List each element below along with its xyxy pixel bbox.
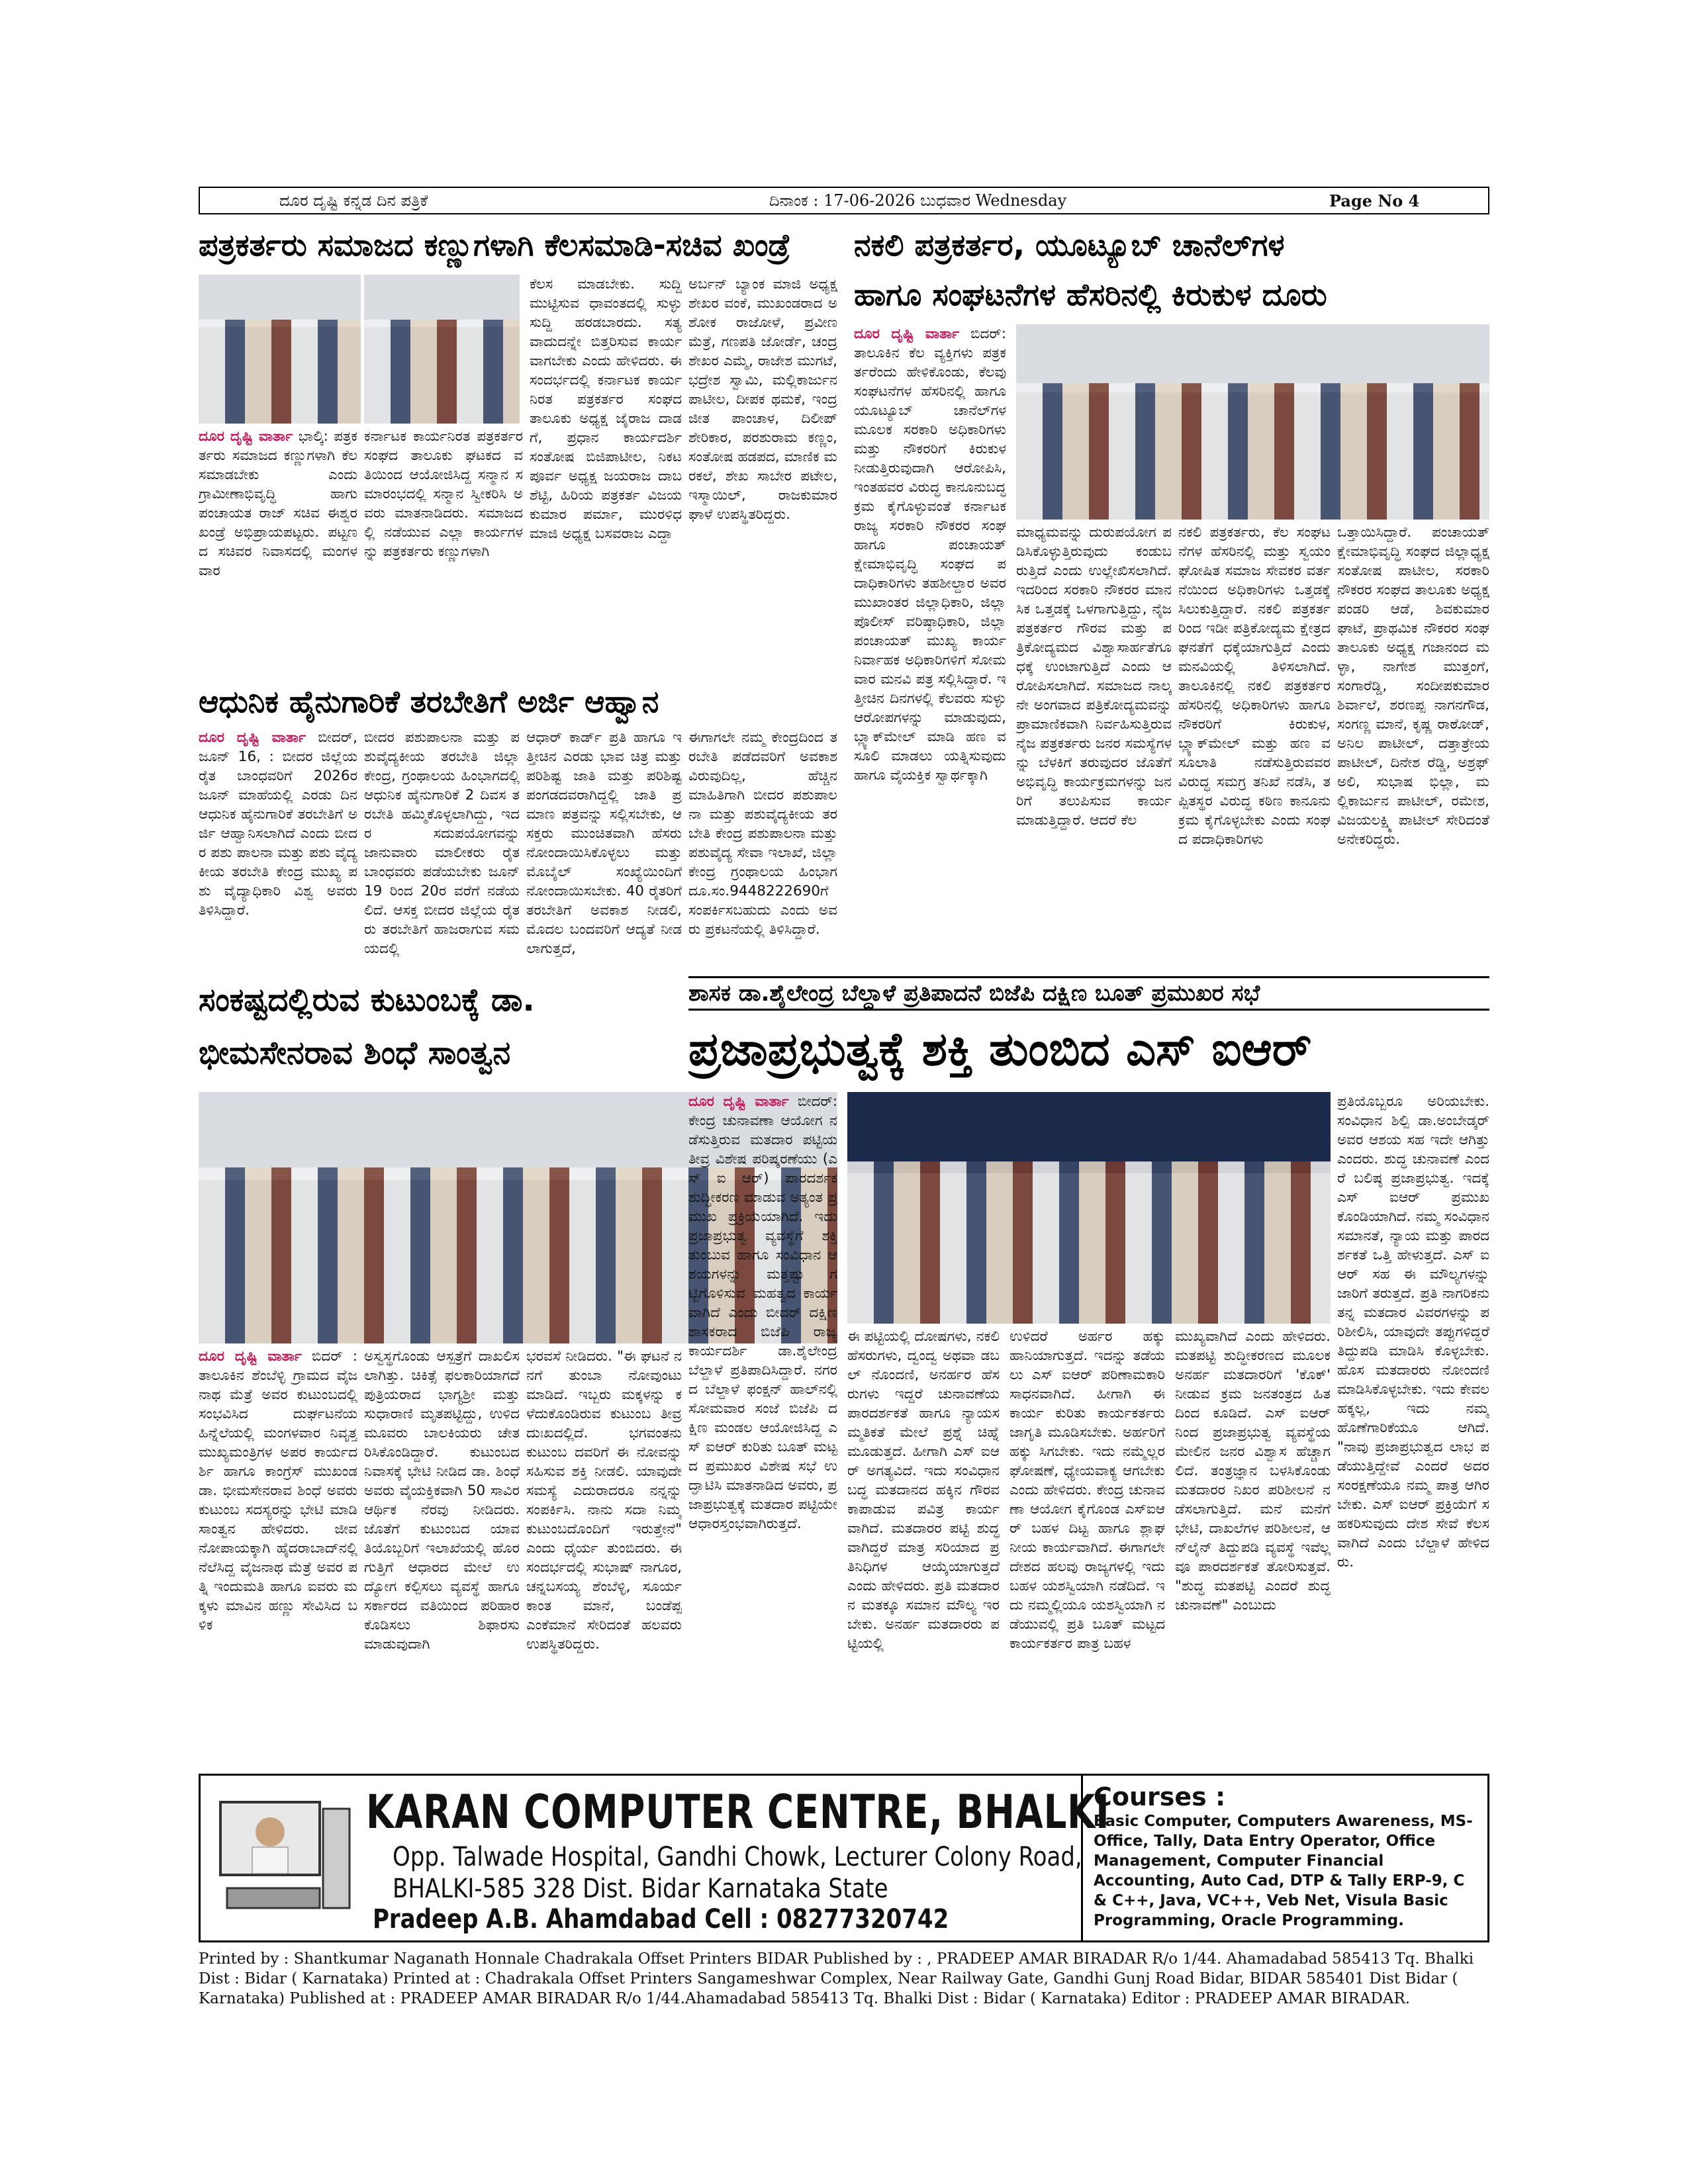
article5-byline: ದೂರ ದೃಷ್ಟಿ ವಾರ್ತಾ xyxy=(688,1093,789,1110)
article2-byline: ದೂರ ದೃಷ್ಟಿ ವಾರ್ತಾ xyxy=(854,326,960,342)
article1-col2: ಕರ್ನಾಟಕ ಕಾರ್ಯನಿರತ ಪತ್ರಕರ್ತರ ಸಂಘದ ತಾಲೂಕು ಘಟಕದ ವತಿಯಿಂದ ಆಯೋಜಿಸಿದ್ದ ಸನ್ಮಾನ ಸಮಾರಂಭದಲ್ಲಿ ಸನ್ಮಾನ ಸ್ವೀಕರಿಸಿ ಅವರು ಮಾತನಾಡಿದರು. ಸಮಾಜದಲ್ಲಿ ನಡೆಯುವ ಎಲ್ಲಾ ಕಾರ್ಯಗಳನ್ನು ಪತ್ರಕರ್ತರು ಕಣ್ಣುಗಳಾಗಿ xyxy=(364,428,523,560)
article3-col3: ಆಧಾರ್ ಕಾರ್ಡ್ ಪ್ರತಿ ಹಾಗೂ ಇತ್ತೀಚಿನ ಎರಡು ಭಾವ ಚಿತ್ರ ಮತ್ತು ಪರಿಶಿಷ್ಟ ಜಾತಿ ಮತ್ತು ಪರಿಶಿಷ್ಟ ಪಂಗಡದವರಾಗಿದ್ದಲ್ಲಿ ಜಾತಿ ಪ್ರಮಾಣ ಪತ್ರವನ್ನು ಸಲ್ಲಿಸಬೇಕು, ಆಸಕ್ತರು ಮುಂಚಿತವಾಗಿ ಹೆಸರು ನೋಂದಾಯಿಸಿಕೊಳ್ಳಲು ಮತ್ತು ಮೊಬೈಲ್ ಸಂಖ್ಯೆಯಿಂದಿಗೆ ನೋಂದಾಯಿಸಬೇಕು. 40 ರೈತರಿಗೆ ತರಬೇತಿಗೆ ಅವಕಾಶ ನೀಡಲಿ, ಮೊದಲ ಬಂದವರಿಗೆ ಆದ್ಯತೆ ನೀಡಲಾಗುತ್ತದೆ, xyxy=(526,729,682,957)
article2-photo xyxy=(1016,324,1489,520)
article3-headline: ಆಧುನಿಕ ಹೈನುಗಾರಿಕೆ ತರಬೇತಿಗೆ ಅರ್ಜಿ ಆಹ್ವಾನ xyxy=(199,684,659,719)
article4-headline-line2: ಭೀಮಸೇನರಾವ ಶಿಂಧೆ ಸಾಂತ್ವನ xyxy=(199,1034,511,1071)
advertisement xyxy=(199,1774,1489,1942)
masthead xyxy=(199,187,1489,214)
ad-contact: Pradeep A.B. Ahamdabad Cell : 08277320742 xyxy=(373,1904,949,1934)
article2-col3: ನಕಲಿ ಪತ್ರಕರ್ತರು, ಕೆಲ ಸಂಘಟನೆಗಳ ಹೆಸರಿನಲ್ಲಿ ಮತ್ತು ಸ್ವಯಂ ಘೋಷಿತ ಸಮಾಜ ಸೇವಕರ ವರ್ತನೆಯಿಂದ ಅಧಿಕಾರಿಗಳು ಒತ್ತಡಕ್ಕೆ ಸಿಲುಕುತ್ತಿದ್ದಾರೆ. ನಕಲಿ ಪತ್ರಕರ್ತರಿಂದ ಇಡೀ ಪತ್ರಿಕೋದ್ಯಮ ಕ್ಷೇತ್ರದ ಘನತೆಗೆ ಧಕ್ಕೆಯಾಗುತ್ತಿದೆ ಎಂದು ಮನವಿಯಲ್ಲಿ ತಿಳಿಸಲಾಗಿದೆ. ತಾಲೂಕಿನಲ್ಲಿ ನಕಲಿ ಪತ್ರಕರ್ತರ ಹೆಸರಿನಲ್ಲಿ ಅಧಿಕಾರಿಗಳು ಹಾಗೂ ನೌಕರರಿಗೆ ಕಿರುಕುಳ, ಬ್ಲ್ಯಾಕ್‌ಮೇಲ್ ಮತ್ತು ಹಣ ವಸೂಲಾತಿ ನಡೆಸುತ್ತಿರುವವರ ವಿರುದ್ಧ ಸಮಗ್ರ ತನಿಖೆ ನಡೆಸಿ, ತಪ್ಪಿತಸ್ಥರ ವಿರುದ್ಧ ಕಠಿಣ ಕಾನೂನು ಕ್ರಮ ಕೈಗೊಳ್ಳಬೇಕು ಎಂದು ಸಂಘದ ಪದಾಧಿಕಾರಿಗಳು xyxy=(1178,524,1331,848)
article1-byline: ದೂರ ದೃಷ್ಟಿ ವಾರ್ತಾ xyxy=(199,428,293,445)
article5-col1: ದೂರ ದೃಷ್ಟಿ ವಾರ್ತಾ ಬೀದರ್: ಕೇಂದ್ರ ಚುನಾವಣಾ ಆಯೋಗ ನಡೆಸುತ್ತಿರುವ ಮತದಾರ ಪಟ್ಟಿಯ ತೀವ್ರ ವಿಶೇಷ ಪರಿಷ್ಕರಣೆಯು (ಎಸ್ ಐ ಆರ್) ಪಾರದರ್ಶಕ ಶುದ್ಧೀಕರಣ ಮಾಡುವ ಅತ್ಯಂತ ಪ್ರಮುಖ ಪ್ರಕ್ರಿಯೆಯಾಗಿದೆ. ಇದು ಪ್ರಜಾಪ್ರಭುತ್ವ ವ್ಯವಸ್ಥೆಗೆ ಶಕ್ತಿ ತುಂಬುವ ಹಾಗೂ ಸಂವಿಧಾನ ಆಶಯಗಳನ್ನು ಮತ್ತಷ್ಟು ಗಟ್ಟಿಗೊಳಿಸುವ ಮಹತ್ವದ ಕಾರ್ಯವಾಗಿದೆ ಎಂದು ಬೀದರ್ ದಕ್ಷಿಣ ಶಾಸಕರಾದ ಬಿಜೆಪಿ ರಾಜ್ಯ ಕಾರ್ಯದರ್ಶಿ ಡಾ.ಶೈಲೇಂದ್ರ ಬೆಲ್ದಾಳೆ ಪ್ರತಿಪಾದಿಸಿದ್ದಾರೆ. ನಗರದ ಬೆಲ್ದಾಳೆ ಫಂಕ್ಷನ್ ಹಾಲ್‌ನಲ್ಲಿ ಸೋಮವಾರ ಸಂಜೆ ಬಿಜೆಪಿ ದಕ್ಷಿಣ ಮಂಡಲ ಆಯೋಜಿಸಿದ್ದ ಎಸ್ ಐಆರ್ ಕುರಿತು ಬೂತ್ ಮಟ್ಟದ ಪ್ರಮುಖರ ವಿಶೇಷ ಸಭೆ ಉದ್ಘಾಟಿಸಿ ಮಾತನಾಡಿದ ಅವರು, ಪ್ರಜಾಪ್ರಭುತ್ವಕ್ಕೆ ಮತದಾರ ಪಟ್ಟಿಯೇ ಆಧಾರಸ್ತಂಭವಾಗಿರುತ್ತದೆ. xyxy=(688,1093,837,1532)
article5-photo xyxy=(847,1092,1331,1324)
imprint-line: Printed by : Shantkumar Naganath Honnale Chadrakala Offset Printers BIDAR Published by : , PRADEEP AMAR BIRADAR R/o 1/44. Ahamadabad 585413 Tq. Bhalki Dist : Bidar ( Karnataka) Printed at : Chadrakala Offset Printers Sangameshwar Complex, Near Railway Gate, Gandhi Gunj Road Bidar, BIDAR 585401 Dist Bidar ( Karnataka) Published at : PRADEEP AMAR BIRADAR R/o 1/44.Ahamadabad 585413 Tq. Bhalki Dist : Bidar ( Karnataka) Editor : PRADEEP AMAR BIRADAR. xyxy=(199,1950,1474,2007)
article3-col1: ದೂರ ದೃಷ್ಟಿ ವಾರ್ತಾ ಬೀದರ್, ಜೂನ್ 16, : ಬೀದರ ಜಿಲ್ಲೆಯ ರೈತ ಬಾಂಧವರಿಗೆ 2026ರ ಜೂನ್ ಮಾಹೆಯಲ್ಲಿ ಎರಡು ದಿನ ಆಧುನಿಕ ಹೈನುಗಾರಿಕೆ ತರಬೇತಿಗೆ ಅರ್ಜಿ ಆಹ್ವಾನಿಸಲಾಗಿದೆ ಎಂದು ಬೀದರ ಪಶು ಪಾಲನಾ ಮತ್ತು ಪಶು ವೈದ್ಯಕೀಯ ತರಬೇತಿ ಕೇಂದ್ರ ಮುಖ್ಯ ಪಶು ವೈದ್ಯಾಧಿಕಾರಿ ವಿಶ್ವ ಅವರು ತಿಳಿಸಿದ್ದಾರೆ. xyxy=(199,729,357,919)
kicker-rule-bottom xyxy=(688,1009,1489,1011)
page-number: Page No 4 xyxy=(1329,191,1420,210)
article4-col1: ದೂರ ದೃಷ್ಟಿ ವಾರ್ತಾ ಬಿದರ್ : ತಾಲೂಕಿನ ಶೆಂಬೆಳ್ಳಿ ಗ್ರಾಮದ ವೈಜನಾಥ ಮೆತ್ರೆ ಅವರ ಕುಟುಂಬದಲ್ಲಿ ಸಂಭವಿಸಿದ ದುರ್ಘಟನೆಯ ಹಿನ್ನೆಲೆಯಲ್ಲಿ ಮಂಗಳವಾರ ನಿವೃತ್ತ ಮುಖ್ಯಮಂತ್ರಿಗಳ ಅಪರ ಕಾರ್ಯದರ್ಶಿ ಹಾಗೂ ಕಾಂಗ್ರೆಸ್ ಮುಖಂಡ ಡಾ. ಭೀಮಸೇನರಾವ ಶಿಂಧೆ ಅವರು ಕುಟುಂಬ ಸದಸ್ಯರನ್ನು ಭೇಟಿ ಮಾಡಿ ಸಾಂತ್ವನ ಹೇಳಿದರು. ಜೀವನೋಪಾಯಕ್ಕಾಗಿ ಹೈದರಾಬಾದ್‌ನಲ್ಲಿ ನೆಲೆಸಿದ್ದ ವೈಜನಾಥ ಮೆತ್ರೆ ಅವರ ಪತ್ನಿ ಇಂದುಮತಿ ಹಾಗೂ ಐವರು ಮಕ್ಕಳು ಮಾವಿನ ಹಣ್ಣು ಸೇವಿಸಿದ ಬಳಿಕ xyxy=(199,1348,357,1633)
article1-col1: ದೂರ ದೃಷ್ಟಿ ವಾರ್ತಾ ಭಾಲ್ಕಿ: ಪತ್ರಕರ್ತರು ಸಮಾಜದ ಕಣ್ಣುಗಳಾಗಿ ಕೆಲಸಮಾಡಬೇಕು ಎಂದು ಗ್ರಾಮೀಣಾಭಿವೃದ್ಧಿ ಹಾಗು ಪಂಚಾಯತ ರಾಜ್ ಸಚಿವ ಈಶ್ವರ ಖಂಡ್ರೆ ಅಭಿಪ್ರಾಯಪಟ್ಟರು. ಪಟ್ಟಣದ ಸಚಿವರ ನಿವಾಸದಲ್ಲಿ ಮಂಗಳವಾರ xyxy=(199,428,357,579)
article1-photo-right xyxy=(364,275,520,424)
article2-headline-line2: ಹಾಗೂ ಸಂಘಟನೆಗಳ ಹೆಸರಿನಲ್ಲಿ ಕಿರುಕುಳ ದೂರು xyxy=(854,277,1327,312)
article1-headline: ಪತ್ರಕರ್ತರು ಸಮಾಜದ ಕಣ್ಣುಗಳಾಗಿ ಕೆಲಸಮಾಡಿ-ಸಚಿವ ಖಂಡ್ರೆ xyxy=(199,227,790,263)
article2-headline-line1: ನಕಲಿ ಪತ್ರಕರ್ತರ, ಯೂಟ್ಯೂಬ್ ಚಾನೆಲ್‌ಗಳ xyxy=(854,227,1285,263)
article4-byline: ದೂರ ದೃಷ್ಟಿ ವಾರ್ತಾ xyxy=(199,1348,302,1365)
ad-address2: BHALKI-585 328 Dist. Bidar Karnataka State xyxy=(393,1874,888,1904)
article1-col4: ಅರ್ಬನ್ ಬ್ಯಾಂಕ ಮಾಜಿ ಅಧ್ಯಕ್ಷ ಶೇಖರ ವಂಕೆ, ಮುಖಂಡರಾದ ಅಶೋಕ ರಾಜೋಳೆ, ಪ್ರವೀಣ ಮೆತ್ರೆ, ಗಣಪತಿ ಜೋರ್ಡೆ, ಚಂದ್ರಶೇಖರ ಎಮ್ಮೆ, ರಾಜೇಶ ಮುಗಟೆ, ಭದ್ರೇಶ ಸ್ವಾಮಿ, ಮಲ್ಲಿಕಾರ್ಜುನ ಪಾಟೀಲ, ದೀಪಕ ಥಮಕೆ, ಇಂದ್ರಜೀತ ಪಾಂಚಾಳ, ದಿಲೀಪ್ ಶೇರಿಕಾರ, ಪರಶುರಾಮ ಕಣ್ಣಂ, ಸಂತೋಷ ಹಡಪದ, ಮಾಣಿಕ ಮರಕಲೆ, ಶೇಖ ಸಾಬೇರ ಪಟೇಲ, ಇಸ್ಮಾಯಿಲ್, ರಾಜಕುಮಾರ ಘಾಳೆ ಉಪಸ್ಥಿತರಿದ್ದರು. xyxy=(688,276,837,523)
article2-col1: ದೂರ ದೃಷ್ಟಿ ವಾರ್ತಾ ಬಿದರ್: ತಾಲೂಕಿನ ಕೆಲ ವ್ಯಕ್ತಿಗಳು ಪತ್ರಕರ್ತರೆಂದು ಹೇಳಿಕೊಂಡು, ಕೆಲವು ಸಂಘಟನೆಗಳ ಹೆಸರಿನಲ್ಲಿ ಹಾಗೂ ಯೂಟ್ಯೂಬ್ ಚಾನೆಲ್‌ಗಳ ಮೂಲಕ ಸರಕಾರಿ ಅಧಿಕಾರಿಗಳು ಮತ್ತು ನೌಕರರಿಗೆ ಕಿರುಕುಳ ನೀಡುತ್ತಿರುವುದಾಗಿ ಆರೋಪಿಸಿ, ಇಂತಹವರ ವಿರುದ್ಧ ಕಾನೂನುಬದ್ಧ ಕ್ರಮ ಕೈಗೊಳ್ಳುವಂತೆ ಕರ್ನಾಟಕ ರಾಜ್ಯ ಸರಕಾರಿ ನೌಕರರ ಸಂಘ ಹಾಗೂ ಪಂಚಾಯತ್ ಕ್ಷೇಮಾಭಿವೃದ್ಧಿ ಸಂಘದ ಪದಾಧಿಕಾರಿಗಳು ತಹಶೀಲ್ದಾರ ಅವರ ಮುಖಾಂತರ ಜಿಲ್ಲಾಧಿಕಾರಿ, ಜಿಲ್ಲಾ ಪೊಲೀಸ್ ವರಿಷ್ಠಾಧಿಕಾರಿ, ಜಿಲ್ಲಾ ಪಂಚಾಯತ್ ಮುಖ್ಯ ಕಾರ್ಯ ನಿರ್ವಾಹಕ ಅಧಿಕಾರಿಗಳಿಗೆ ಸೋಮವಾರ ಮನವಿ ಪತ್ರ ಸಲ್ಲಿಸಿದ್ದಾರೆ. ಇತ್ತೀಚಿನ ದಿನಗಳಲ್ಲಿ ಕೆಲವರು ಸುಳ್ಳು ಆರೋಪಗಳನ್ನು ಮಾಡುವುದು, ಬ್ಲ್ಯಾಕ್‌ಮೇಲ್ ಮಾಡಿ ಹಣ ವಸೂಲಿ ಮಾಡಲು ಯತ್ನಿಸುವುದು ಹಾಗೂ ವೈಯಕ್ತಿಕ ಸ್ವಾರ್ಥಕ್ಕಾಗಿ xyxy=(854,326,1006,784)
article4-col3: ಭರವಸೆ ನೀಡಿದರು. "ಈ ಘಟನೆ ನನಗೆ ತುಂಬಾ ನೋವುಂಟು ಮಾಡಿದೆ. ಇಬ್ಬರು ಮಕ್ಕಳನ್ನು ಕಳೆದುಕೊಂಡಿರುವ ಕುಟುಂಬ ತೀವ್ರ ದುಃಖದಲ್ಲಿದೆ. ಭಗವಂತನು ಕುಟುಂಬ ದವರಿಗೆ ಈ ನೋವನ್ನು ಸಹಿಸುವ ಶಕ್ತಿ ನೀಡಲಿ. ಯಾವುದೇ ಸಮಸ್ಯೆ ಎದುರಾದರೂ ನನ್ನನ್ನು ಸಂಪರ್ಕಿಸಿ. ನಾನು ಸದಾ ನಿಮ್ಮ ಕುಟುಂಬದೊಂದಿಗೆ ಇರುತ್ತೇನೆ" ಎಂದು ಧೈರ್ಯ ತುಂಬಿದರು. ಈ ಸಂದರ್ಭದಲ್ಲಿ ಸುಭಾಷ್ ನಾಗೂರ, ಚನ್ನಬಸಯ್ಯ ಶೆಂಬೆಳ್ಳಿ, ಸೂರ್ಯಕಾಂತ ಮಾನೆ, ಬಂಡೆಪ್ಪ ಎಂಕೆಮಾನೆ ಸೇರಿದಂತೆ ಹಲವರು ಉಪಸ್ಥಿತರಿದ್ದರು. xyxy=(526,1348,682,1653)
article5-kicker: ಶಾಸಕ ಡಾ.ಶೈಲೇಂದ್ರ ಬೆಲ್ದಾಳೆ ಪ್ರತಿಪಾದನೆ ಬಿಜೆಪಿ ದಕ್ಷಿಣ ಬೂತ್ ಪ್ರಮುಖರ ಸಭೆ xyxy=(688,980,1260,1007)
ad-title: KARAN COMPUTER CENTRE, BHALKI xyxy=(366,1785,1110,1839)
article1-col3: ಕೆಲಸ ಮಾಡಬೇಕು. ಸುದ್ದಿ ಮುಟ್ಟಿಸುವ ಧಾವಂತದಲ್ಲಿ ಸುಳ್ಳು ಸುದ್ದಿ ಹರಡಬಾರದು. ಸತ್ಯವಾದುದನ್ನೇ ಬಿತ್ತರಿಸುವ ಕಾರ್ಯವಾಗಬೇಕು ಎಂದು ಹೇಳಿದರು. ಈ ಸಂದರ್ಭದಲ್ಲಿ ಕರ್ನಾಟಕ ಕಾರ್ಯನಿರತ ಪತ್ರಕರ್ತರ ಸಂಘದ ತಾಲೂಕು ಅಧ್ಯಕ್ಷ ಜೈರಾಜ ದಾಡಗೆ, ಪ್ರಧಾನ ಕಾರ್ಯದರ್ಶಿ ಸಂತೋಷ ಬಿಜಿಪಾಟೀಲ, ನಿಕಟ ಪೂರ್ವ ಅಧ್ಯಕ್ಷ ಜಯರಾಜ ದಾಬಶೆಟ್ಟಿ, ಹಿರಿಯ ಪತ್ರಕರ್ತ ವಿಜಯಕುಮಾರ ಪರ್ಮಾ, ಮುರಳಿಧ ಮಾಜಿ ಅಧ್ಯಕ್ಷ ಬಸವರಾಜ ಎದ್ದಾ xyxy=(530,276,682,542)
ad-courses-heading: Courses : xyxy=(1094,1782,1226,1811)
article2-col4: ಒತ್ತಾಯಿಸಿದ್ದಾರೆ. ಪಂಚಾಯತ್ ಕ್ಷೇಮಾಭಿವೃದ್ಧಿ ಸಂಘದ ಜಿಲ್ಲಾಧ್ಯಕ್ಷ ಸಂತೋಷ ಪಾಟೀಲ, ಸರಕಾರಿ ನೌಕರರ ಸಂಘದ ತಾಲೂಕು ಅಧ್ಯಕ್ಷ ಪಂಡರಿ ಆಡೆ, ಶಿವಕುಮಾರ ಘಾಟೆ, ಪ್ರಾಥಮಿಕ ನೌಕರರ ಸಂಘ ತಾಲೂಕು ಅಧ್ಯಕ್ಷ ಗಜಾನಂದ ಮಳ್ಳಾ, ನಾಗೇಶ ಮುತ್ತಂಗೆ, ಸಂಗಾರೆಡ್ಡಿ, ಸಂದೀಪಕುಮಾರ ಶಿರ್ವಾಲೆ, ಶರಣಪ್ಪ ನಾಗನಗೌಡ, ಸಂಗಣ್ಣ ಮಾನೆ, ಕೃಷ್ಣ ರಾಠೋಡ್, ಅನಿಲ ಪಾಟೀಲ್, ದತ್ತಾತ್ರೇಯ ಪಾಟೀಲ್, ದಿನೇಶ ರೆಡ್ಡಿ, ಅಶ್ರಫ್ ಅಲಿ, ಸುಭಾಷ ಭಿಲ್ಲಾ, ಮಲ್ಲಿಕಾರ್ಜುನ ಪಾಟೀಲ್, ರಮೇಶ, ವಿಜಯಲಕ್ಷ್ಮಿ ಪಾಟೀಲ್ ಸೇರಿದಂತೆ ಅನೇಕರಿದ್ದರು. xyxy=(1337,524,1489,848)
article2-col2: ಮಾಧ್ಯಮವನ್ನು ದುರುಪಯೋಗ ಪಡಿಸಿಕೊಳ್ಳುತ್ತಿರುವುದು ಕಂಡುಬರುತ್ತಿದೆ ಎಂದು ಉಲ್ಲೇಖಿಸಲಾಗಿದೆ. ಇದರಿಂದ ಸರಕಾರಿ ನೌಕರರ ಮಾನಸಿಕ ಒತ್ತಡಕ್ಕೆ ಒಳಗಾಗುತ್ತಿದ್ದು, ನೈಜ ಪತ್ರಕರ್ತರ ಗೌರವ ಮತ್ತು ಪತ್ರಿಕೋದ್ಯಮದ ವಿಶ್ವಾಸಾರ್ಹತೆಗೂ ಧಕ್ಕೆ ಉಂಟಾಗುತ್ತಿದೆ ಎಂದು ಆರೋಪಿಸಲಾಗಿದೆ. ಸಮಾಜದ ನಾಲ್ಕನೇ ಅಂಗವಾದ ಪತ್ರಿಕೋದ್ಯಮವನ್ನು ಪ್ರಾಮಾಣಿಕವಾಗಿ ನಿರ್ವಹಿಸುತ್ತಿರುವ ನೈಜ ಪತ್ರಕರ್ತರು ಜನರ ಸಮಸ್ಯೆಗಳನ್ನು ಬೆಳಕಿಗೆ ತರುವುದರ ಜೊತೆಗೆ ಅಭಿವೃದ್ಧಿ ಕಾರ್ಯಕ್ರಮಗಳನ್ನು ಜನರಿಗೆ ತಲುಪಿಸುವ ಕಾರ್ಯ ಮಾಡುತ್ತಿದ್ದಾರೆ. ಆದರೆ ಕೆಲ xyxy=(1016,524,1172,829)
ad-address1: Opp. Talwade Hospital, Gandhi Chowk, Lecturer Colony Road, xyxy=(393,1842,1082,1872)
computer-icon xyxy=(214,1796,353,1921)
paper-name: ದೂರ ದೃಷ್ಟಿ ಕನ್ನಡ ದಿನ ಪತ್ರಿಕೆ xyxy=(279,191,428,210)
ad-courses xyxy=(1081,1776,1491,1940)
issue-date: ದಿನಾಂಕ : 17-06-2026 ಬುಧವಾರ Wednesday xyxy=(769,191,1067,210)
article3-col2: ಬೀದರ ಪಶುಪಾಲನಾ ಮತ್ತು ಪಶುವೈದ್ಯಕೀಯ ತರಬೇತಿ ಜಿಲ್ಲಾ ಕೇಂದ್ರ, ಗ್ರಂಥಾಲಯ ಹಿಂಭಾಗದಲ್ಲಿ ಆಧುನಿಕ ಹೈನುಗಾರಿಕೆ 2 ದಿವಸ ತರಬೇತಿ ಹಮ್ಮಿಕೊಳ್ಳಲಾಗಿದ್ದು, ಇದರ ಸದುಪಯೋಗವನ್ನು ಜಾನುವಾರು ಮಾಲೀಕರು ರೈತ ಬಾಂಧವರು ಪಡೆಯಬೇಕು ಜೂನ್ 19 ರಿಂದ 20ರ ವರೆಗೆ ನಡೆಯಲಿದೆ. ಆಸಕ್ತ ಬೀದರ ಜಿಲ್ಲೆಯ ರೈತರು ತರಬೇತಿಗೆ ಹಾಜರಾಗುವ ಸಮಯದಲ್ಲಿ xyxy=(364,729,520,957)
article1-photo xyxy=(199,275,361,424)
article3-byline: ದೂರ ದೃಷ್ಟಿ ವಾರ್ತಾ xyxy=(199,729,306,746)
ad-courses-list: Basic Computer, Computers Awareness, MS-Office, Tally, Data Entry Operator, Office Management, Computer Financial Accounting, Auto Cad, DTP & Tally ERP-9, C & C++, Java, VC++, Veb Net, Visula Basic Programming, Oracle Programming. xyxy=(1094,1813,1473,1929)
article5-col2: ಈ ಪಟ್ಟಿಯಲ್ಲಿ ದೋಷಗಳು, ನಕಲಿ ಹೆಸರುಗಳು, ದ್ವಂದ್ವ ಅಥವಾ ಡಬಲ್ ನೊಂದಣಿ, ಅನರ್ಹರ ಹೆಸರುಗಳು ಇದ್ದರೆ ಚುನಾವಣೆಯ ಪಾರದರ್ಶಕತೆ ಹಾಗೂ ನ್ಯಾಯಸಮ್ಮತಿಕತೆ ಮೇಲೆ ಪ್ರಶ್ನೆ ಚಿಹ್ನೆ ಮೂಡುತ್ತದೆ. ಹೀಗಾಗಿ ಎಸ್ ಐಆರ್ ಅಗತ್ಯವಿದೆ. ಇದು ಸಂವಿಧಾನಬದ್ಧ ಮತದಾನದ ಹಕ್ಕಿನ ಗೌರವ ಕಾಪಾಡುವ ಪವಿತ್ರ ಕಾರ್ಯವಾಗಿದೆ. ಮತದಾರರ ಪಟ್ಟಿ ಶುದ್ಧವಾಗಿದ್ದರೆ ಮಾತ್ರ ಸರಿಯಾದ ಪ್ರತಿನಿಧಿಗಳ ಆಯ್ಕೆಯಾಗುತ್ತದೆ ಎಂದು ಹೇಳಿದರು. ಪ್ರತಿ ಮತದಾರನ ಮತಕ್ಕೂ ಸಮಾನ ಮೌಲ್ಯ ಇರಬೇಕು. ಅನರ್ಹ ಮತದಾರರು ಪಟ್ಟಿಯಲ್ಲಿ xyxy=(847,1328,1000,1652)
article5-headline: ಪ್ರಜಾಪ್ರಭುತ್ವಕ್ಕೆ ಶಕ್ತಿ ತುಂಬಿದ ಎಸ್ ಐಆರ್ xyxy=(688,1022,1312,1076)
article5-col4: ಮುಖ್ಯವಾಗಿದೆ ಎಂದು ಹೇಳಿದರು. ಮತಪಟ್ಟಿ ಶುದ್ಧೀಕರಣದ ಮೂಲಕ ಅನರ್ಹ ಮತದಾರರಿಗೆ 'ಕೊಕ್' ನೀಡುವ ಕ್ರಮ ಜನತಂತ್ರದ ಹಿತದಿಂದ ಕೂಡಿದೆ. ಎಸ್ ಐಆರ್ ನಿಂದ ಪ್ರಜಾಪ್ರಭುತ್ವ ವ್ಯವಸ್ಥೆಯ ಮೇಲಿನ ಜನರ ವಿಶ್ವಾಸ ಹೆಚ್ಚಾಗಲಿದೆ. ತಂತ್ರಜ್ಞಾನ ಬಳಸಿಕೊಂಡು ಮತದಾರರ ನಿಖರ ಪರಿಶೀಲನೆ ನಡೆಸಲಾಗುತ್ತಿದೆ. ಮನೆ ಮನೆಗೆ ಭೇಟಿ, ದಾಖಲೆಗಳ ಪರಿಶೀಲನೆ, ಆನ್‌ಲೈನ್ ತಿದ್ದುಪಡಿ ವ್ಯವಸ್ಥೆ ಇವೆಲ್ಲವೂ ಪಾರದರ್ಶಕತೆ ತೋರಿಸುತ್ತವೆ. "ಶುದ್ಧ ಮತಪಟ್ಟಿ ಎಂದರೆ ಶುದ್ಧ ಚುನಾವಣೆ" ಎಂಬುದು xyxy=(1175,1328,1331,1614)
article3-col4: ಈಗಾಗಲೇ ನಮ್ಮ ಕೇಂದ್ರದಿಂದ ತರಬೇತಿ ಪಡೆದವರಿಗೆ ಅವಕಾಶವಿರುವುದಿಲ್ಲ, ಹೆಚ್ಚಿನ ಮಾಹಿತಿಗಾಗಿ ಬೀದರ ಪಶುಪಾಲನಾ ಮತ್ತು ಪಶುವೈದ್ಯಕೀಯ ತರಬೇತಿ ಕೇಂದ್ರ ಪಶುಪಾಲನಾ ಮತ್ತು ಪಶುವೈದ್ಯ ಸೇವಾ ಇಲಾಖೆ, ಜಿಲ್ಲಾ ಕೇಂದ್ರ ಗ್ರಂಥಾಲಯ ಹಿಂಭಾಗ ದೂ.ಸಂ.9448222690ಗೆ ಸಂಪರ್ಕಿಸಬಹುದು ಎಂದು ಅವರು ಪ್ರಕಟನೆಯಲ್ಲಿ ತಿಳಿಸಿದ್ದಾರೆ. xyxy=(688,729,837,938)
article4-col2: ಅಸ್ವಸ್ಥಗೊಂಡು ಆಸ್ಪತ್ರೆಗೆ ದಾಖಲಿಸಲಾಗಿತ್ತು. ಚಿಕಿತ್ಸೆ ಫಲಕಾರಿಯಾಗದೆ ಪುತ್ರಿಯರಾದ ಭಾಗ್ಯಶ್ರೀ ಮತ್ತು ಸುಧಾರಾಣಿ ಮೃತಪಟ್ಟಿದ್ದು, ಉಳಿದ ಮೂವರು ಬಾಲಕಿಯರು ಚೇತರಿಸಿಕೊಂಡಿದ್ದಾರೆ. ಕುಟುಂಬದ ನಿವಾಸಕ್ಕೆ ಭೇಟಿ ನೀಡಿದ ಡಾ. ಶಿಂಧೆ ಅವರು ವೈಯಕ್ತಿಕವಾಗಿ 50 ಸಾವಿರ ಆರ್ಥಿಕ ನೆರವು ನೀಡಿದರು. ಜೊತೆಗೆ ಕುಟುಂಬದ ಯಾವ ತಿಯೊಬ್ಬರಿಗೆ ಇಲಾಖೆಯಲ್ಲಿ ಹೊರಗುತ್ತಿಗೆ ಆಧಾರದ ಮೇಲೆ ಉದ್ಯೋಗ ಕಲ್ಪಿಸಲು ವ್ಯವಸ್ಥೆ ಹಾಗೂ ಸರ್ಕಾರದ ವತಿಯಿಂದ ಪರಿಹಾರ ಕೊಡಿಸಲು ಶಿಫಾರಸು ಮಾಡುವುದಾಗಿ xyxy=(364,1348,520,1653)
article5-col3: ಉಳಿದರೆ ಅರ್ಹರ ಹಕ್ಕು ಹಾನಿಯಾಗುತ್ತದೆ. ಇದನ್ನು ತಡೆಯಲು ಎಸ್ ಐಆರ್ ಪರಿಣಾಮಕಾರಿ ಸಾಧನವಾಗಿದೆ. ಹೀಗಾಗಿ ಈ ಕಾರ್ಯ ಕುರಿತು ಕಾರ್ಯಕರ್ತರು ಜಾಗೃತಿ ಮೂಡಿಸಬೇಕು. ಅರ್ಹರಿಗೆ ಹಕ್ಕು ಸಿಗಬೇಕು. ಇದು ನಮ್ಮೆಲ್ಲರ ಘೋಷಣೆ, ಧ್ಯೇಯವಾಕ್ಯ ಆಗಬೇಕು ಎಂದು ಹೇಳಿದರು. ಕೇಂದ್ರ ಚುನಾವಣಾ ಆಯೋಗ ಕೈಗೊಂಡ ಎಸ್‌ಐಆರ್ ಬಹಳ ದಿಟ್ಟ ಹಾಗೂ ಶ್ಲಾಘನೀಯ ಕಾರ್ಯವಾಗಿದೆ. ಈಗಾಗಲೇ ದೇಶದ ಹಲವು ರಾಜ್ಯಗಳಲ್ಲಿ ಇದು ಬಹಳ ಯಶಸ್ವಿಯಾಗಿ ನಡೆದಿದೆ. ಇದು ನಮ್ಮಲ್ಲಿಯೂ ಯಶಸ್ವಿಯಾಗಿ ನಡೆಯುವಲ್ಲಿ ಪ್ರತಿ ಬೂತ್ ಮಟ್ಟದ ಕಾರ್ಯಕರ್ತರ ಪಾತ್ರ ಬಹಳ xyxy=(1009,1328,1165,1652)
article4-headline-line1: ಸಂಕಷ್ಟದಲ್ಲಿರುವ ಕುಟುಂಬಕ್ಕೆ ಡಾ. xyxy=(199,981,535,1019)
article5-col5: ಪ್ರತಿಯೊಬ್ಬರೂ ಅರಿಯಬೇಕು. ಸಂವಿಧಾನ ಶಿಲ್ಪಿ ಡಾ.ಅಂಬೇಡ್ಕರ್ ಅವರ ಆಶಯ ಸಹ ಇದೇ ಆಗಿತ್ತು ಎಂದರು. ಶುದ್ಧ ಚುನಾವಣೆ ಎಂದರೆ ಬಲಿಷ್ಠ ಪ್ರಜಾಪ್ರಭುತ್ವ. ಇದಕ್ಕೆ ಎಸ್ ಐಆರ್ ಪ್ರಮುಖ ಕೊಂಡಿಯಾಗಿದೆ. ನಮ್ಮ ಸಂವಿಧಾನ ಸಮಾನತೆ, ನ್ಯಾಯ ಮತ್ತು ಪಾರದರ್ಶಕತೆ ಒತ್ತಿ ಹೇಳುತ್ತದೆ. ಎಸ್ ಐಆರ್ ಸಹ ಈ ಮೌಲ್ಯಗಳನ್ನು ಜಾರಿಗೆ ತರುತ್ತದೆ. ಪ್ರತಿ ನಾಗರಿಕನು ತನ್ನ ಮತದಾರ ವಿವರಗಳನ್ನು ಪರಿಶೀಲಿಸಿ, ಯಾವುದೇ ತಪ್ಪುಗಳಿದ್ದರೆ ತಿದ್ದುಪಡಿ ಮಾಡಿಸಿ ಕೊಳ್ಳಬೇಕು. ಹೊಸ ಮತದಾರರು ನೋಂದಣಿ ಮಾಡಿಸಿಕೊಳ್ಳಬೇಕು. ಇದು ಕೇವಲ ಹಕ್ಕಲ್ಲ, ಇದು ನಮ್ಮ ಹೊಣೆಗಾರಿಕೆಯೂ ಆಗಿದೆ. "ನಾವು ಪ್ರಜಾಪ್ರಭುತ್ವದ ಲಾಭ ಪಡೆಯುತ್ತಿದ್ದೇವೆ ಎಂದರೆ ಅದರ ಸಂರಕ್ಷಣೆಯೂ ನಮ್ಮ ಪಾತ್ರ ಆಗಿರಬೇಕು. ಎಸ್ ಐಆರ್ ಪ್ರಕ್ರಿಯೆಗೆ ಸಹಕರಿಸುವುದು ದೇಶ ಸೇವೆ ಕೆಲಸವಾಗಿದೆ ಎಂದು ಬೆಲ್ದಾಳೆ ಹೇಳಿದರು. xyxy=(1337,1093,1489,1570)
